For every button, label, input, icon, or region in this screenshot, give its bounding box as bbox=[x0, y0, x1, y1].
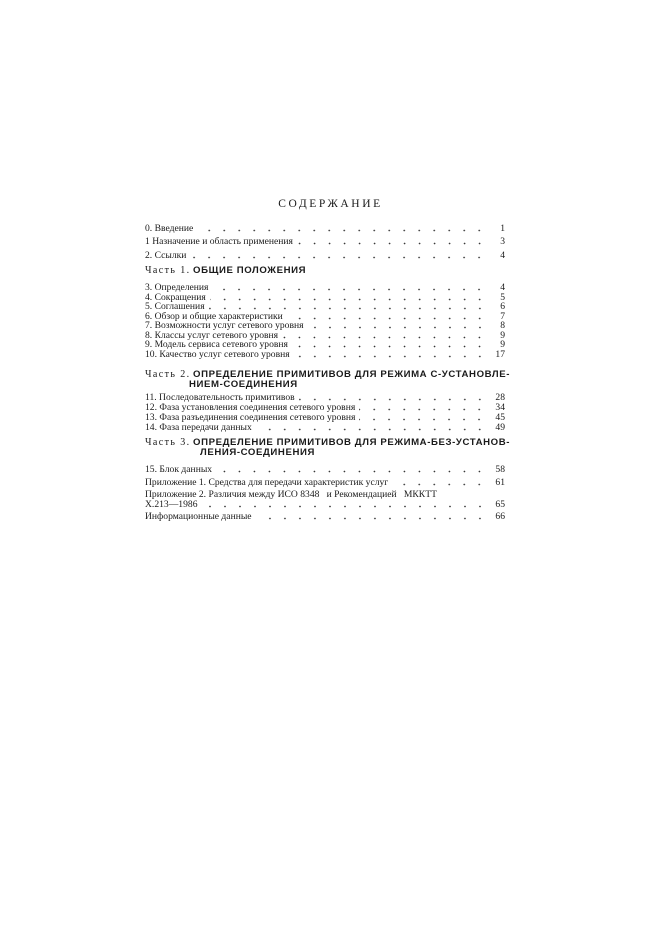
entry-label: 8. Классы услуг сетевого уровня bbox=[145, 329, 279, 341]
entry-label: Приложение 2. Различия между ИСО 8348 и Рекомендацией МККТТ bbox=[145, 489, 437, 500]
entry-page: 45 bbox=[495, 412, 505, 423]
dot-leader bbox=[197, 229, 487, 232]
entry-label: 11. Последовательность примитивов bbox=[145, 392, 295, 403]
entry-page: 4 bbox=[500, 250, 505, 261]
entry-label: 14. Фаза передачи данных bbox=[145, 422, 252, 433]
entry-page: 66 bbox=[495, 511, 505, 522]
entry-label: 4. Сокращения bbox=[145, 291, 206, 303]
dot-leader bbox=[299, 398, 487, 401]
entry-page: 6 bbox=[500, 301, 505, 312]
entry-label: 10. Качество услуг сетевого уровня bbox=[145, 348, 290, 360]
dot-leader bbox=[392, 483, 487, 486]
dot-leader bbox=[297, 242, 487, 245]
entry-label: Приложение 1. Средства для передачи характеристик услуг bbox=[145, 477, 389, 488]
toc-entry bbox=[145, 511, 505, 522]
entry-label: 0. Введение bbox=[145, 223, 194, 234]
part-title: ОБЩИЕ ПОЛОЖЕНИЯ bbox=[193, 265, 307, 276]
part-3-heading bbox=[145, 438, 510, 458]
dot-leader bbox=[190, 256, 487, 259]
toc-entry bbox=[145, 223, 505, 234]
entry-label: 2. Ссылки bbox=[145, 250, 187, 261]
entry-page: 1 bbox=[500, 223, 505, 234]
entry-page: 28 bbox=[495, 392, 505, 403]
dot-leader bbox=[256, 428, 487, 431]
entry-page: 9 bbox=[500, 339, 505, 350]
part-prefix: Часть 1. bbox=[145, 265, 191, 276]
entry-page: 49 bbox=[495, 422, 505, 433]
entry-page: 8 bbox=[500, 320, 505, 331]
entry-label: 5. Соглашения bbox=[145, 301, 205, 312]
part-prefix: Часть 3. bbox=[145, 437, 191, 448]
part-title: ОПРЕДЕЛЕНИЕ ПРИМИТИВОВ ДЛЯ РЕЖИМА-БЕЗ-УСТАНОВ- bbox=[193, 437, 511, 448]
entry-label: 3. Определения bbox=[145, 282, 209, 293]
entry-label: 7. Возможности услуг сетевого уровня bbox=[145, 320, 304, 331]
entry-page: 65 bbox=[495, 499, 505, 510]
part-2-heading bbox=[145, 370, 510, 390]
dot-leader bbox=[359, 418, 487, 421]
dot-leader bbox=[256, 517, 487, 520]
toc-entry bbox=[145, 422, 505, 433]
toc-entry bbox=[145, 250, 505, 261]
part-title: ОПРЕДЕЛЕНИЕ ПРИМИТИВОВ ДЛЯ РЕЖИМА С-УСТАНОВЛЕ- bbox=[193, 369, 511, 380]
entry-page: 58 bbox=[495, 464, 505, 475]
toc-entry bbox=[145, 477, 505, 488]
toc-title: СОДЕРЖАНИЕ bbox=[278, 198, 383, 210]
part-1-heading bbox=[145, 266, 510, 276]
entry-label: Информационные данные bbox=[145, 511, 252, 522]
toc-entry bbox=[145, 464, 505, 475]
entry-page: 3 bbox=[500, 236, 505, 247]
toc-entry bbox=[145, 499, 505, 510]
entry-label: 9. Модель сервиса сетевого уровня bbox=[145, 339, 288, 350]
dot-leader bbox=[202, 505, 488, 508]
part-title-continued: ЛЕНИЯ-СОЕДИНЕНИЯ bbox=[200, 447, 315, 458]
entry-page: 61 bbox=[495, 477, 505, 488]
entry-label: 13. Фаза разъединения соединения сетевого уровня bbox=[145, 412, 356, 423]
dot-leader bbox=[216, 470, 487, 473]
part-prefix: Часть 2. bbox=[145, 369, 191, 380]
entry-label-continued: Х.213—1986 bbox=[145, 499, 198, 510]
entry-page: 17 bbox=[495, 348, 505, 360]
toc-entry bbox=[145, 236, 505, 247]
entry-label: 15. Блок данных bbox=[145, 464, 213, 475]
dot-leader bbox=[359, 408, 487, 411]
entry-label: 1 Назначение и область применения bbox=[145, 236, 293, 247]
entry-page: 5 bbox=[500, 291, 505, 303]
entry-label: 6. Обзор и общие характеристики bbox=[145, 310, 283, 322]
part-title-continued: НИЕМ-СОЕДИНЕНИЯ bbox=[189, 379, 298, 390]
entry-page: 4 bbox=[500, 282, 505, 293]
dot-leader bbox=[294, 355, 487, 358]
entry-page: 7 bbox=[500, 310, 505, 322]
entry-page: 9 bbox=[500, 329, 505, 341]
entry-label: 12. Фаза установления соединения сетевого уровня bbox=[145, 402, 356, 413]
entry-page: 34 bbox=[495, 402, 505, 413]
toc-entry bbox=[145, 349, 505, 360]
